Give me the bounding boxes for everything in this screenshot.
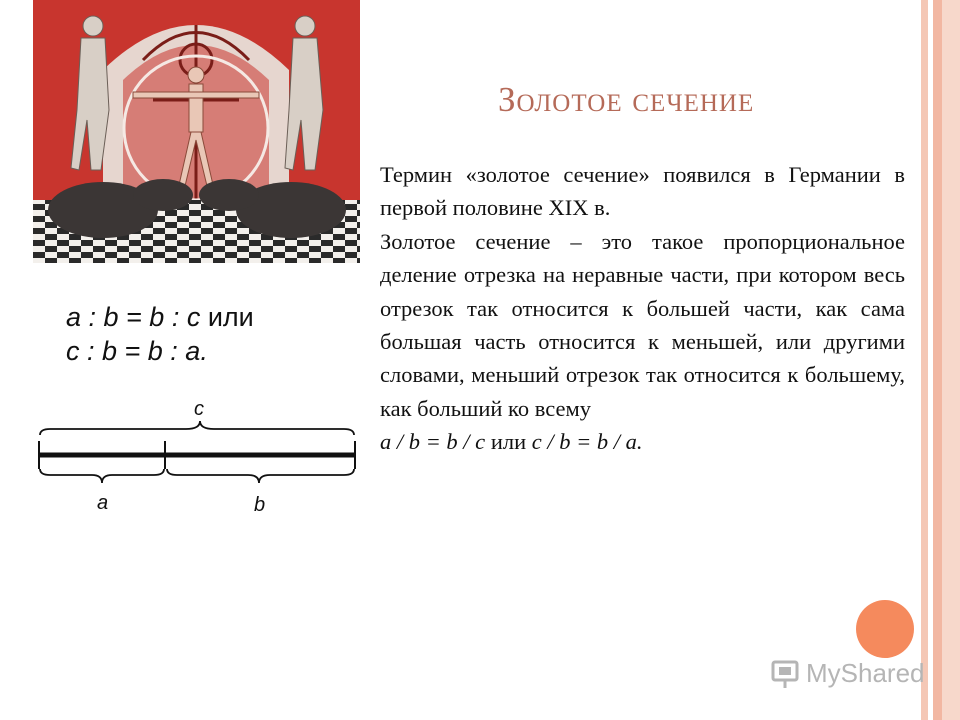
- slide-border-strip: [942, 0, 960, 720]
- ratio-connector: или: [200, 302, 254, 332]
- formula-connector: или: [485, 429, 532, 455]
- renaissance-painting-image: [33, 0, 360, 263]
- golden-ratio-formula: [380, 425, 905, 458]
- ratio-formula-2: c : b = b : a.: [66, 336, 208, 366]
- intro-paragraph: Термин «золотое сечение» появился в Германии в первой половине XIX в.: [380, 162, 905, 221]
- presentation-icon: [770, 658, 800, 690]
- watermark-text: MyShared: [806, 658, 925, 688]
- accent-circle: [856, 600, 914, 658]
- label-b: b: [254, 494, 266, 516]
- ratio-line-2: [66, 334, 366, 368]
- slide-body: [380, 158, 905, 459]
- ratio-formula: [66, 300, 366, 368]
- slide-border-strip: [933, 0, 942, 720]
- definition-paragraph: Золотое сечение – это такое пропорциональное деление отрезка на неравные части, при котором весь отрезок так относится к большей части, как сама большая часть относится к меньшей, или другими словами, меньший отрезок так относится к большему, как больший ко всему: [380, 228, 905, 421]
- formula-right: c / b = b / a.: [531, 429, 643, 455]
- brace-c: [40, 421, 354, 435]
- formula-left: a / b = b / c: [380, 429, 486, 455]
- ratio-line-1: [66, 300, 366, 334]
- slide-title: Золотое сечение: [498, 80, 755, 119]
- watermark: [770, 656, 930, 692]
- brace-a: [40, 469, 164, 483]
- ratio-formula-1: a : b = b : c: [66, 302, 201, 332]
- label-a: a: [97, 492, 109, 514]
- label-c: c: [194, 398, 204, 420]
- segment-diagram: [36, 395, 358, 525]
- brace-b: [167, 469, 354, 483]
- slide-border-strip: [921, 0, 928, 720]
